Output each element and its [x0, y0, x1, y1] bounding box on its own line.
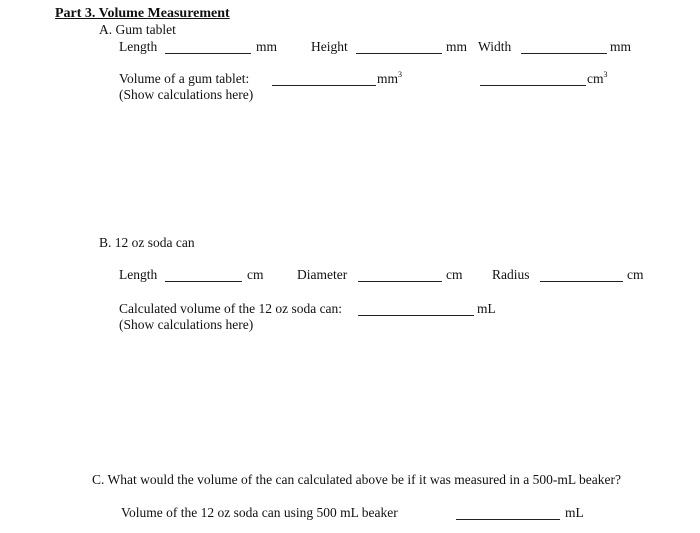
section-b-heading: B. 12 oz soda can: [99, 235, 195, 250]
beaker-volume-unit: mL: [565, 505, 584, 520]
can-diameter-blank[interactable]: [358, 281, 442, 282]
beaker-volume-blank[interactable]: [456, 519, 560, 520]
unit-exponent: 3: [398, 70, 403, 79]
section-c-question: C. What would the volume of the can calculated above be if it was measured in a 500-mL beaker?: [92, 472, 621, 487]
unit-base: cm: [587, 71, 604, 86]
gum-volume-cm3-unit: [587, 71, 608, 87]
beaker-volume-label: Volume of the 12 oz soda can using 500 mL beaker: [121, 505, 398, 520]
gum-volume-label: Volume of a gum tablet:: [119, 71, 250, 86]
can-radius-blank[interactable]: [540, 281, 623, 282]
part-title: Part 3. Volume Measurement: [55, 6, 230, 21]
gum-volume-mm3-blank[interactable]: [272, 85, 376, 86]
section-a-heading: A. Gum tablet: [99, 22, 176, 37]
can-length-unit: cm: [247, 267, 264, 282]
gum-length-blank[interactable]: [165, 53, 251, 54]
gum-height-unit: mm: [446, 39, 468, 54]
can-length-label: Length: [119, 267, 158, 282]
can-radius-label: Radius: [492, 267, 530, 282]
gum-width-unit: mm: [610, 39, 632, 54]
unit-exponent: 3: [603, 70, 608, 79]
can-volume-unit: mL: [477, 301, 496, 316]
gum-length-label: Length: [119, 39, 158, 54]
gum-volume-mm3-unit: [377, 71, 402, 87]
can-show-calculations: (Show calculations here): [119, 317, 254, 332]
gum-width-blank[interactable]: [521, 53, 607, 54]
can-diameter-label: Diameter: [297, 267, 348, 282]
gum-show-calculations: (Show calculations here): [119, 87, 254, 102]
gum-height-blank[interactable]: [356, 53, 442, 54]
can-radius-unit: cm: [627, 267, 644, 282]
gum-length-unit: mm: [256, 39, 278, 54]
can-volume-label: Calculated volume of the 12 oz soda can:: [119, 301, 343, 316]
gum-height-label: Height: [311, 39, 348, 54]
gum-width-label: Width: [478, 39, 512, 54]
can-length-blank[interactable]: [165, 281, 242, 282]
unit-base: mm: [377, 71, 399, 86]
gum-volume-cm3-blank[interactable]: [480, 85, 586, 86]
can-diameter-unit: cm: [446, 267, 463, 282]
can-volume-blank[interactable]: [358, 315, 474, 316]
